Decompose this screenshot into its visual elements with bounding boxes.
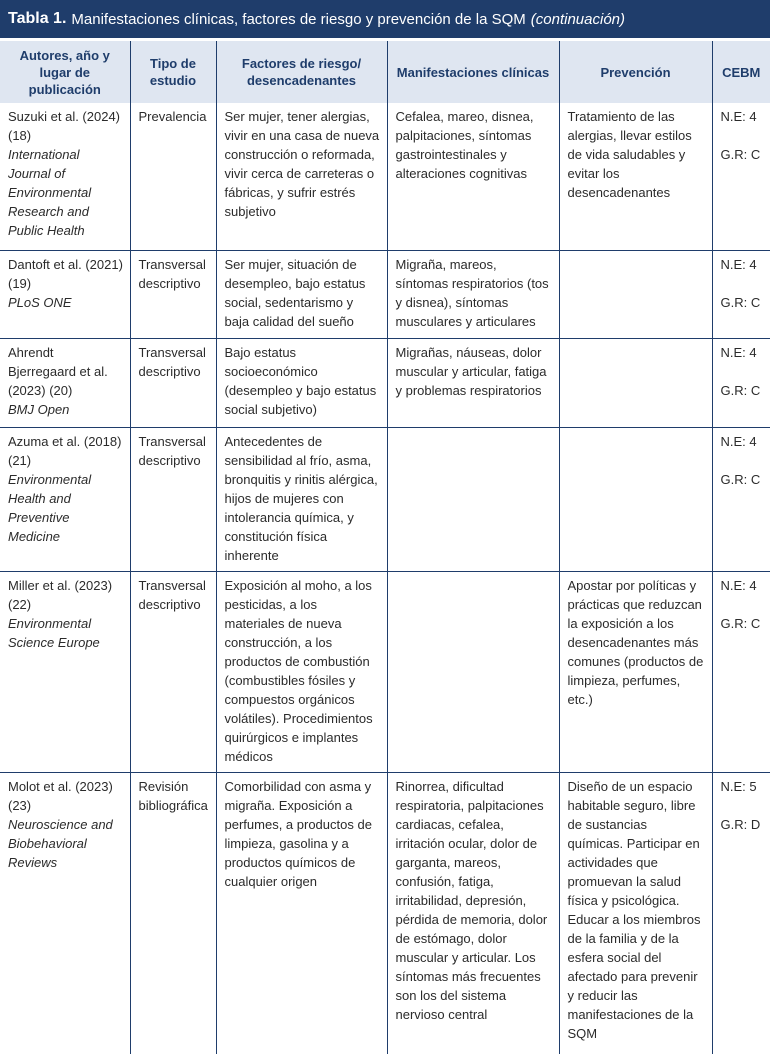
cell-cebm xyxy=(712,427,770,571)
cell-manifestations xyxy=(387,571,559,772)
recommendation-grade: G.R: C xyxy=(720,147,761,162)
cell-cebm xyxy=(712,338,770,427)
recommendation-grade: G.R: C xyxy=(720,294,761,310)
header-cebm: CEBM xyxy=(712,41,770,103)
cell-cebm xyxy=(712,250,770,338)
evidence-level: N.E: 4 xyxy=(720,577,757,593)
cell-cebm xyxy=(712,103,770,250)
table-title-continuation: (continuación) xyxy=(530,10,625,28)
cell-risk-factors: Ser mujer, tener alergias, vivir en una casa de nueva construcción o reformada, vivir cerca de carreteras o fábricas, y sufrir estrés subjetivo xyxy=(216,103,387,250)
cell-authors xyxy=(0,427,130,571)
evidence-level: N.E: 4 xyxy=(720,109,757,124)
table-title-text: Manifestaciones clínicas, factores de riesgo y prevención de la SQM xyxy=(71,10,526,28)
cell-risk-factors: Ser mujer, situación de desempleo, bajo estatus social, sedentarismo y baja calidad del sueño xyxy=(216,250,387,338)
header-risk-factors: Factores de riesgo/ desencadenantes xyxy=(216,41,387,103)
cell-study-type: Prevalencia xyxy=(130,103,216,250)
table-row xyxy=(0,571,770,772)
cell-authors xyxy=(0,772,130,1054)
cell-risk-factors: Exposición al moho, a los pesticidas, a los materiales de nueva construcción, a los productos de combustión (combustibles fósiles y compuestos orgánicos volátiles). Procedimientos quirúrgicos e implantes médicos xyxy=(216,571,387,772)
table-title xyxy=(0,0,770,38)
cell-manifestations: Cefalea, mareo, disnea, palpitaciones, síntomas gastrointestinales y alteraciones cognitivas xyxy=(387,103,559,250)
table-row xyxy=(0,427,770,571)
journal-name: Environmental Health and Preventive Medicine xyxy=(8,471,92,544)
cell-risk-factors: Antecedentes de sensibilidad al frío, asma, bronquitis y rinitis alérgica, hijos de mujeres con intolerancia química, y constitución física inherente xyxy=(216,427,387,571)
cell-manifestations xyxy=(387,427,559,571)
cell-authors xyxy=(0,338,130,427)
cell-risk-factors: Comorbilidad con asma y migraña. Exposición a perfumes, a productos de limpieza, gasolina y a productos químicos de cualquier origen xyxy=(216,772,387,1054)
recommendation-grade: G.R: C xyxy=(720,471,761,487)
evidence-level: N.E: 4 xyxy=(720,256,757,272)
author-citation: Dantoft et al. (2021) (19) xyxy=(8,256,123,291)
header-prevention: Prevención xyxy=(559,41,712,103)
cell-manifestations: Migrañas, náuseas, dolor muscular y articular, fatiga y problemas respiratorios xyxy=(387,338,559,427)
table-header-row xyxy=(0,41,770,103)
cell-prevention xyxy=(559,427,712,571)
table-row xyxy=(0,250,770,338)
author-citation: Miller et al. (2023) (22) xyxy=(8,577,113,612)
journal-name: Environmental Science Europe xyxy=(8,615,100,650)
table-row xyxy=(0,772,770,1054)
header-authors: Autores, año y lugar de publicación xyxy=(0,41,130,103)
author-citation: Molot et al. (2023) (23) xyxy=(8,778,113,813)
cell-study-type: Transversal descriptivo xyxy=(130,338,216,427)
recommendation-grade: G.R: D xyxy=(720,816,761,832)
cell-study-type: Transversal descriptivo xyxy=(130,571,216,772)
table-title-number: Tabla 1. xyxy=(8,10,67,27)
evidence-level: N.E: 5 xyxy=(720,778,757,794)
author-citation: Ahrendt Bjerregaard et al. (2023) (20) xyxy=(8,344,108,398)
cell-prevention: Apostar por políticas y prácticas que reduzcan la exposición a los desencadenantes más comunes (productos de limpieza, perfumes, etc.) xyxy=(559,571,712,772)
cell-authors xyxy=(0,571,130,772)
cell-risk-factors: Bajo estatus socioeconómico (desempleo y bajo estatus social subjetivo) xyxy=(216,338,387,427)
cell-prevention xyxy=(559,250,712,338)
journal-name: Neuroscience and Biobehavioral Reviews xyxy=(8,816,113,870)
cell-manifestations: Migraña, mareos, síntomas respiratorios (tos y disnea), síntomas musculares y articulares xyxy=(387,250,559,338)
cell-study-type: Transversal descriptivo xyxy=(130,427,216,571)
cell-authors xyxy=(0,250,130,338)
evidence-level: N.E: 4 xyxy=(720,344,757,360)
cell-manifestations: Rinorrea, dificultad respiratoria, palpitaciones cardiacas, cefalea, irritación ocular, dolor de garganta, mareos, confusión, fatiga, irritabilidad, depresión, pérdida de memoria, dolor de estómago, dolor muscular y articular. Los síntomas más frecuentes son los del sistema nervioso central xyxy=(387,772,559,1054)
recommendation-grade: G.R: C xyxy=(720,382,761,398)
cell-prevention: Tratamiento de las alergias, llevar estilos de vida saludables y evitar los desencadenantes xyxy=(559,103,712,250)
cell-prevention: Diseño de un espacio habitable seguro, libre de sustancias químicas. Participar en actividades que promuevan la salud física y psicológica. Educar a los miembros de la familia y de la esfera social del afectado para prevenir y reducir las manifestaciones de la SQM xyxy=(559,772,712,1054)
journal-name: PLoS ONE xyxy=(8,294,72,310)
cell-cebm xyxy=(712,571,770,772)
evidence-table xyxy=(0,41,770,1054)
journal-name: International Journal of Environmental Research and Public Health xyxy=(8,147,92,238)
author-citation: Suzuki et al. (2024) (18) xyxy=(8,109,121,143)
journal-name: BMJ Open xyxy=(8,401,70,417)
table-row xyxy=(0,338,770,427)
cell-study-type: Revisión bibliográfica xyxy=(130,772,216,1054)
author-citation: Azuma et al. (2018) (21) xyxy=(8,433,122,468)
cell-prevention xyxy=(559,338,712,427)
evidence-level: N.E: 4 xyxy=(720,433,757,449)
recommendation-grade: G.R: C xyxy=(720,615,761,631)
header-clinical-manifestations: Manifestaciones clínicas xyxy=(387,41,559,103)
header-study-type: Tipo de estudio xyxy=(130,41,216,103)
cell-authors xyxy=(0,103,130,250)
cell-cebm xyxy=(712,772,770,1054)
table-row xyxy=(0,103,770,250)
cell-study-type: Transversal descriptivo xyxy=(130,250,216,338)
